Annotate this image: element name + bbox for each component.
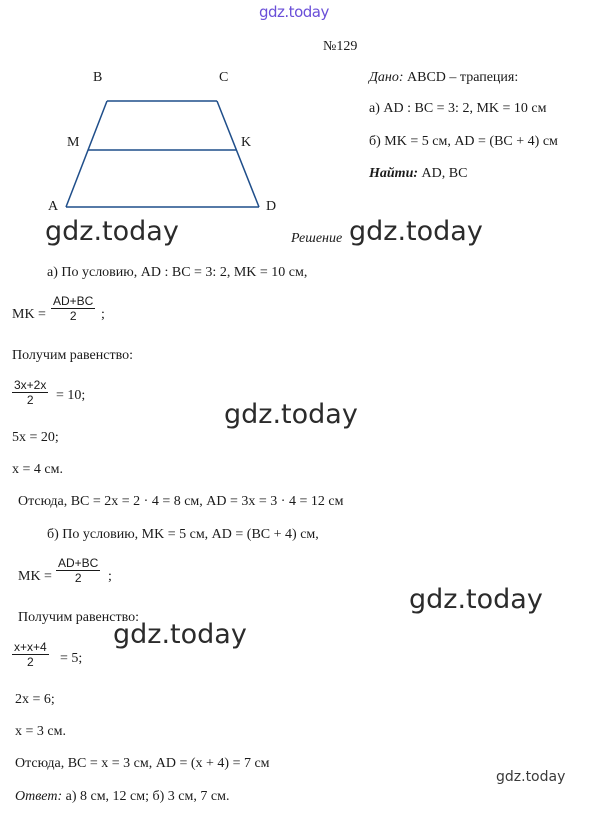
problem-number: №129 [323, 39, 358, 54]
answer-prefix: Ответ: [15, 789, 63, 804]
watermark-top: gdz.today [259, 3, 329, 21]
fraction-denominator: 2 [69, 309, 77, 323]
find-values: AD, BC [421, 166, 468, 181]
label-b: B [93, 70, 103, 85]
part-b-mk-prefix: MK = [18, 569, 52, 584]
solution-title: Решение [291, 231, 343, 246]
segment-cd [217, 101, 259, 207]
watermark-4: gdz.today [409, 584, 543, 615]
part-a-eq-fraction [12, 378, 48, 407]
part-a-mk-prefix: MK = [12, 307, 46, 322]
find-line [369, 166, 467, 182]
given-a: а) AD : BC = 3: 2, MK = 10 см [369, 101, 547, 116]
label-k: K [241, 135, 252, 150]
part-b-mk-suffix: ; [108, 569, 112, 584]
answer-line [15, 789, 229, 805]
fraction-numerator: AD+BC [53, 294, 94, 308]
given-line [369, 70, 518, 86]
part-a-get-equality: Получим равенство: [12, 348, 133, 363]
watermark-bottom: gdz.today [496, 769, 566, 785]
fraction-numerator: AD+BC [58, 556, 99, 570]
part-a-x: x = 4 см. [12, 462, 63, 477]
part-b-eq-fraction [12, 640, 49, 669]
part-a-eq-suffix: = 10; [56, 388, 86, 403]
part-a-5x: 5x = 20; [12, 430, 59, 445]
part-b-eq-suffix: = 5; [60, 651, 83, 666]
fraction-denominator: 2 [26, 393, 34, 407]
given-prefix: Дано: [369, 70, 404, 85]
fraction-denominator: 2 [74, 571, 82, 585]
part-a-mk-suffix: ; [101, 307, 105, 322]
segment-ab [66, 101, 107, 207]
fraction-denominator: 2 [27, 655, 34, 669]
fraction-numerator: 3x+2x [14, 378, 47, 392]
answer-text: а) 8 см, 12 см; б) 3 см, 7 см. [65, 789, 230, 804]
part-b-result: Отсюда, BC = x = 3 см, AD = (x + 4) = 7 см [15, 756, 270, 771]
part-b-2x: 2x = 6; [15, 692, 55, 707]
watermark-1: gdz.today [45, 216, 179, 247]
watermark-2: gdz.today [349, 216, 483, 247]
fraction-numerator: x+x+4 [14, 640, 47, 654]
part-a-condition: а) По условию, AD : BC = 3: 2, MK = 10 см, [47, 265, 308, 280]
find-prefix: Найти: [369, 166, 419, 181]
part-a-result: Отсюда, BC = 2x = 2 · 4 = 8 см, AD = 3x = 3 · 4 = 12 см [18, 494, 344, 509]
part-b-x: x = 3 см. [15, 724, 66, 739]
part-a-mk-fraction [51, 294, 95, 323]
part-b-get-equality: Получим равенство: [18, 610, 139, 625]
part-b-mk-fraction [56, 556, 100, 585]
part-b-condition: б) По условию, MK = 5 см, AD = (BC + 4) см, [47, 527, 319, 542]
trapezoid-figure [0, 0, 300, 220]
label-a: A [48, 199, 59, 214]
label-c: C [219, 70, 229, 85]
label-d: D [266, 199, 277, 214]
watermark-3: gdz.today [224, 399, 358, 430]
label-m: M [67, 135, 80, 150]
given-b: б) MK = 5 см, AD = (BC + 4) см [369, 134, 558, 149]
watermark-5: gdz.today [113, 619, 247, 650]
given-statement: ABCD – трапеция: [407, 70, 519, 85]
